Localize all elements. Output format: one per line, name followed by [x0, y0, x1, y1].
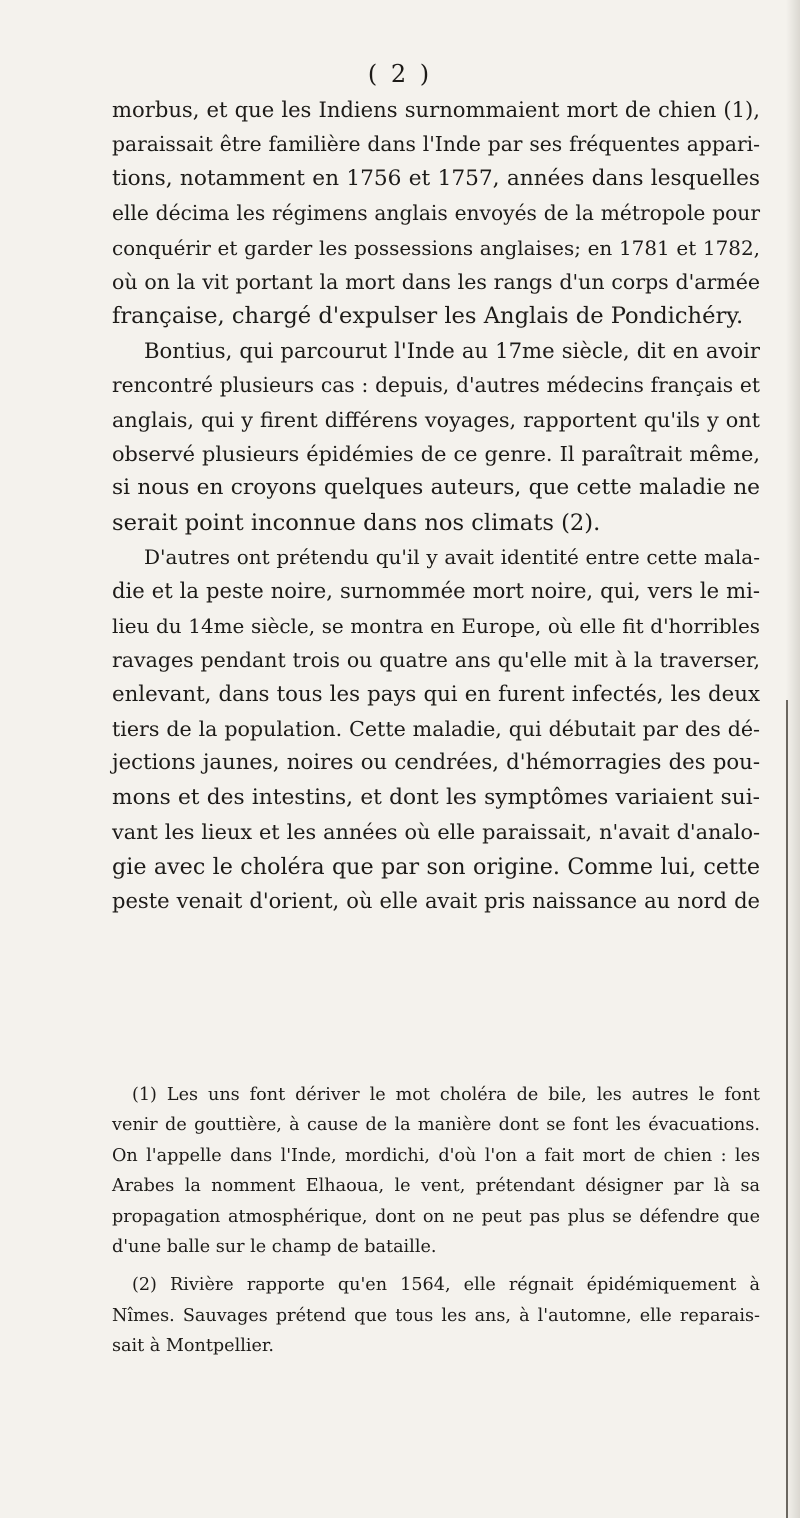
- footnote-line: (2) Rivière rapporte qu'en 1564, elle régnait épidémiquement à: [132, 1275, 760, 1296]
- text-line: D'autres ont prétendu qu'il y avait identité entre cette mala-: [144, 545, 760, 570]
- text-line: tions, notamment en 1756 et 1757, années dans lesquelles: [112, 165, 760, 191]
- page-number: ( 2 ): [367, 60, 433, 88]
- footnote-line: sait à Montpellier.: [112, 1336, 274, 1357]
- text-line: morbus, et que les Indiens surnommaient mort de chien (1),: [112, 97, 760, 122]
- text-line: mons et des intestins, et dont les symptômes variaient sui-: [112, 784, 760, 810]
- text-line: conquérir et garder les possessions anglaises; en 1781 et 1782,: [112, 235, 760, 260]
- text-line: française, chargé d'expulser les Anglais de Pondichéry.: [112, 303, 744, 330]
- page-edge-line: [786, 700, 788, 1518]
- text-line: serait point inconnue dans nos climats (2).: [112, 509, 601, 536]
- main-text: [112, 93, 760, 918]
- text-line: si nous en croyons quelques auteurs, que cette maladie ne: [112, 475, 760, 501]
- footnotes: [112, 1080, 760, 1362]
- text-line: enlevant, dans tous les pays qui en furent infectés, les deux: [112, 681, 760, 707]
- footnote-line: propagation atmosphérique, dont on ne peut pas plus se défendre que: [112, 1206, 760, 1227]
- text-line: anglais, qui y firent différens voyages, rapportent qu'ils y ont: [112, 407, 760, 432]
- text-line: ravages pendant trois ou quatre ans qu'elle mit à la traverser,: [112, 648, 760, 673]
- page-edge-shadow: [786, 0, 800, 1518]
- footnote-line: Nîmes. Sauvages prétend que tous les ans, à l'automne, elle reparais-: [112, 1305, 760, 1326]
- text-line: elle décima les régimens anglais envoyés de la métropole pour: [112, 201, 760, 226]
- text-line: où on la vit portant la mort dans les rangs d'un corps d'armée: [112, 269, 760, 294]
- text-line: tiers de la population. Cette maladie, qui débutait par des dé-: [112, 717, 760, 742]
- text-line: rencontré plusieurs cas : depuis, d'autres médecins français et: [112, 373, 760, 398]
- text-line: paraissait être familière dans l'Inde par ses fréquentes appari-: [112, 132, 760, 157]
- text-line: lieu du 14me siècle, se montra en Europe, où elle fit d'horribles: [112, 613, 760, 638]
- text-line: jections jaunes, noires ou cendrées, d'hémorragies des pou-: [112, 750, 760, 776]
- text-line: gie avec le choléra que par son origine. Comme lui, cette: [112, 853, 760, 880]
- footnote-line: d'une balle sur le champ de bataille.: [112, 1236, 437, 1257]
- text-line: die et la peste noire, surnommée mort noire, qui, vers le mi-: [112, 578, 760, 604]
- text-line: Bontius, qui parcourut l'Inde au 17me siècle, dit en avoir: [144, 337, 760, 363]
- footnote-gap: [112, 1262, 760, 1270]
- text-line: peste venait d'orient, où elle avait pris naissance au nord de: [112, 887, 760, 913]
- footnote-line: (1) Les uns font dériver le mot choléra de bile, les autres le font: [132, 1085, 760, 1105]
- footnote-line: venir de gouttière, à cause de la manière dont se font les évacuations.: [112, 1115, 760, 1136]
- footnote-line: Arabes la nomment Elhaoua, le vent, prétendant désigner par là sa: [112, 1176, 760, 1197]
- footnote-line: On l'appelle dans l'Inde, mordichi, d'où l'on a fait mort de chien : les: [112, 1145, 760, 1166]
- text-line: vant les lieux et les années où elle paraissait, n'avait d'analo-: [112, 820, 760, 845]
- text-line: observé plusieurs épidémies de ce genre. Il paraîtrait même,: [112, 441, 760, 466]
